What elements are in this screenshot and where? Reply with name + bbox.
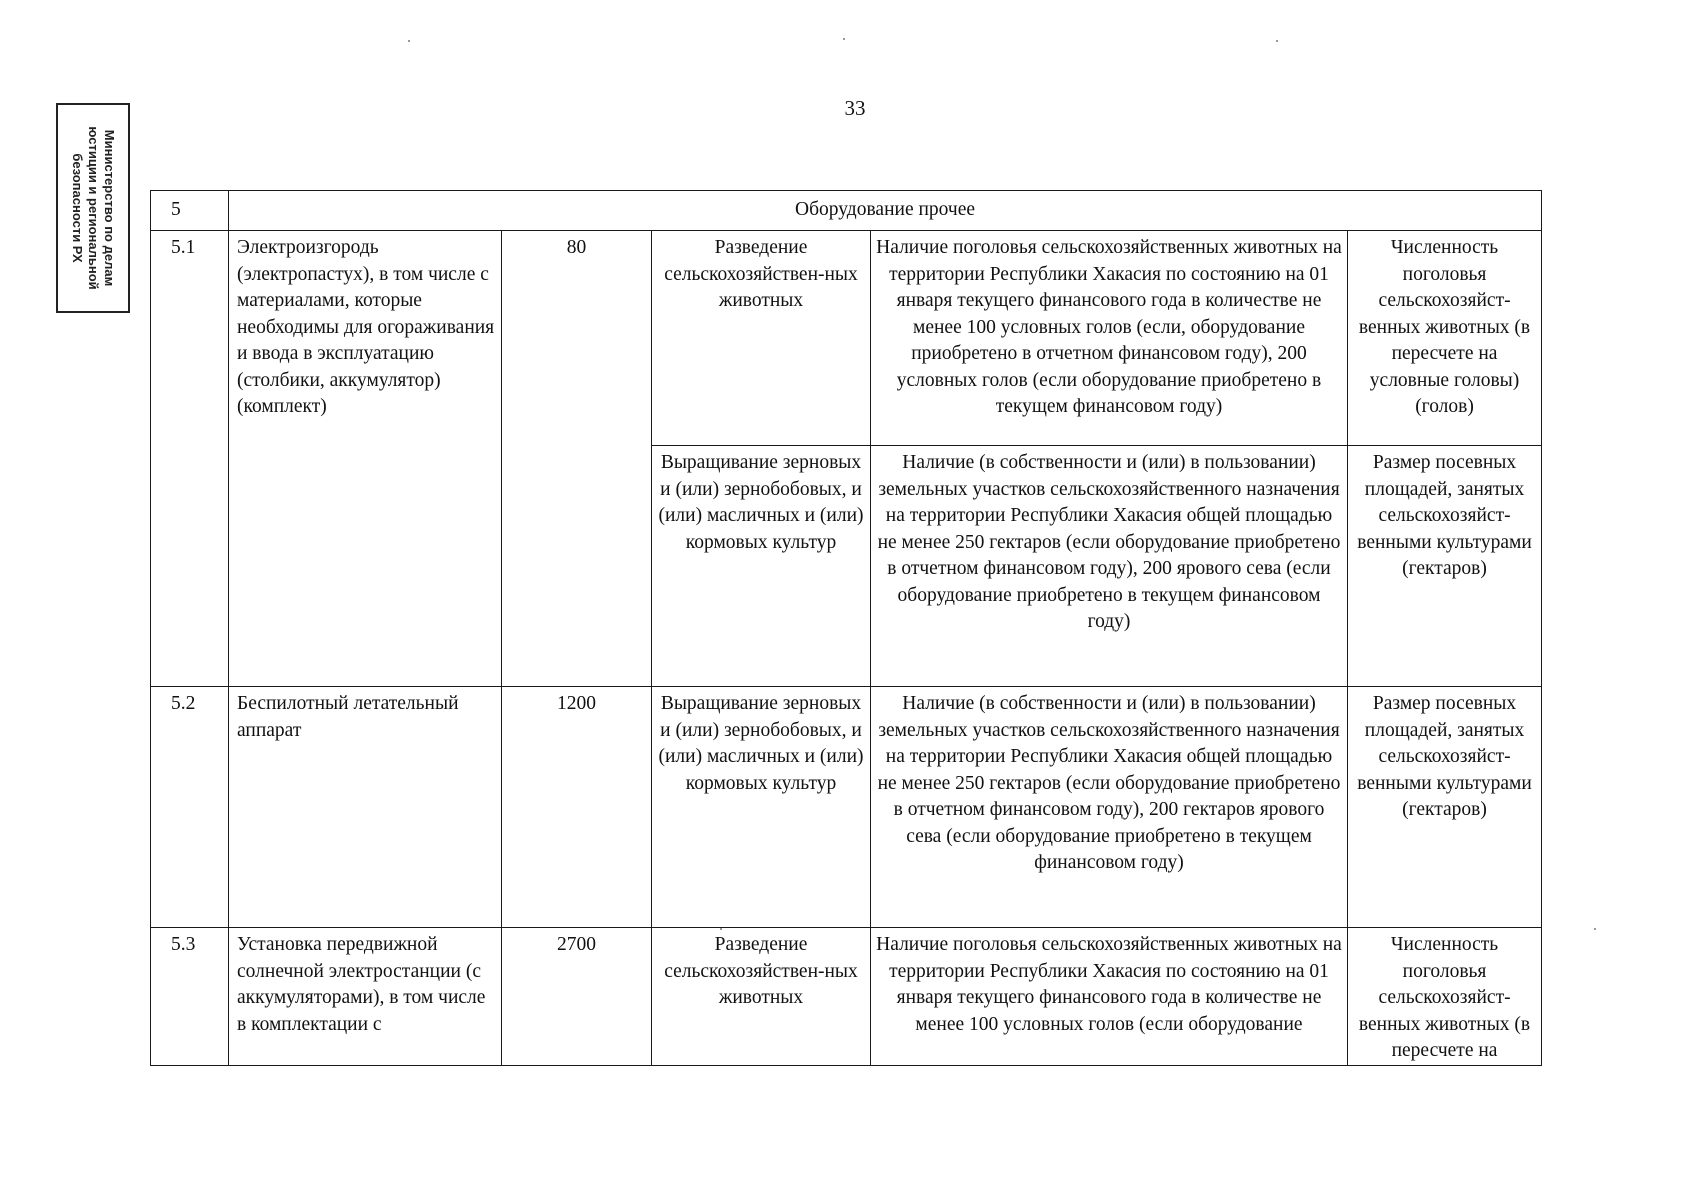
eligibility-condition: Наличие (в собственности и (или) в пользовании) земельных участков сельскохозяйственного назначения на территории Республики Хакасия общей площадью не менее 250 гектаров (если оборудование приобретено в отчетном финансовом году), 200 ярового сева (если оборудование приобретено в текущем финансовом году) (871, 446, 1348, 687)
eligibility-condition: Наличие (в собственности и (или) в пользовании) земельных участков сельскохозяйственного назначения на территории Республики Хакасия общей площадью не менее 250 гектаров (если оборудование приобретено в отчетном финансовом году), 200 гектаров ярового сева (если оборудование приобретено в текущем финансовом году) (871, 687, 1348, 928)
eligibility-condition: Наличие поголовья сельскохозяйственных животных на территории Республики Хакасия по состоянию на 01 января текущего финансового года в количестве не менее 100 условных голов (если, оборудование приобретено в отчетном финансовом году), 200 условных голов (если оборудование приобретено в текущем финансовом году) (871, 231, 1348, 446)
section-number: 5 (151, 191, 229, 231)
registration-stamp (56, 103, 130, 313)
equipment-table (150, 190, 1542, 1066)
activity-direction: Выращивание зерновых и (или) зернобобовых, и (или) масличных и (или) кормовых культур (652, 687, 871, 928)
equipment-name: Электроизгородь (электропастух), в том числе с материалами, которые необходимы для огораживания и ввода в эксплуатацию (столбики, аккумулятор) (комплект) (229, 231, 502, 687)
eligibility-condition: Наличие поголовья сельскохозяйственных животных на территории Республики Хакасия по состоянию на 01 января текущего финансового года в количестве не менее 100 условных голов (если оборудование (871, 928, 1348, 1066)
subsidy-value: 80 (502, 231, 652, 687)
table-row (151, 687, 1542, 928)
activity-direction: Разведение сельскохозяйствен-ных животных (652, 231, 871, 446)
row-number: 5.3 (151, 928, 229, 1066)
table-row (151, 928, 1542, 1066)
result-indicator: Численность поголовья сельскохозяйст-венных животных (в пересчете на условные головы) (голов) (1348, 231, 1542, 446)
result-indicator: Размер посевных площадей, занятых сельскохозяйст-венными культурами (гектаров) (1348, 687, 1542, 928)
subsidy-value: 2700 (502, 928, 652, 1066)
stamp-text: Министерство по делам юстиции и региональной безопасности РХ (70, 126, 117, 290)
activity-direction: Разведение сельскохозяйствен-ных животных (652, 928, 871, 1066)
table-row (151, 231, 1542, 446)
result-indicator: Размер посевных площадей, занятых сельскохозяйст-венными культурами (гектаров) (1348, 446, 1542, 687)
equipment-name: Установка передвижной солнечной электростанции (с аккумуляторами), в том числе в комплектации с (229, 928, 502, 1066)
activity-direction: Выращивание зерновых и (или) зернобобовых, и (или) масличных и (или) кормовых культур (652, 446, 871, 687)
row-number: 5.1 (151, 231, 229, 687)
section-row (151, 191, 1542, 231)
equipment-name: Беспилотный летательный аппарат (229, 687, 502, 928)
section-title: Оборудование прочее (229, 191, 1542, 231)
result-indicator: Численность поголовья сельскохозяйст-венных животных (в пересчете на (1348, 928, 1542, 1066)
subsidy-value: 1200 (502, 687, 652, 928)
row-number: 5.2 (151, 687, 229, 928)
page-number: 33 (844, 96, 866, 120)
